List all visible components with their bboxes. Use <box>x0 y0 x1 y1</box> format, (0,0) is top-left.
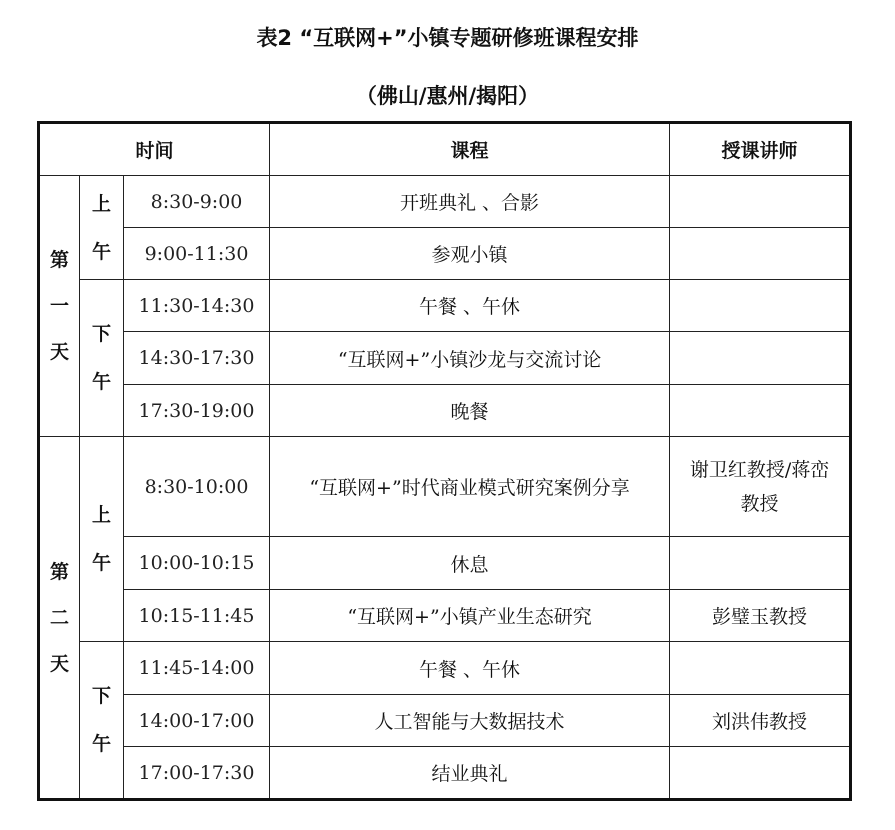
time-cell: 11:45-14:00 <box>124 642 270 695</box>
time-cell: 14:00-17:00 <box>124 695 270 747</box>
morning-label: 上 午 <box>80 176 124 280</box>
document-title: 表2 “互联网+”小镇专题研修班课程安排 <box>256 26 639 50</box>
header-course: 课程 <box>270 123 670 176</box>
table-row <box>39 642 851 695</box>
course-cell: “互联网+”时代商业模式研究案例分享 <box>270 437 670 537</box>
time-cell: 11:30-14:30 <box>124 280 270 332</box>
table-row <box>39 590 851 642</box>
time-cell: 10:00-10:15 <box>124 537 270 590</box>
time-cell: 17:00-17:30 <box>124 747 270 800</box>
course-cell: 午餐 、午休 <box>270 642 670 695</box>
table-row <box>39 332 851 385</box>
schedule-table <box>37 121 852 801</box>
course-cell: 开班典礼 、合影 <box>270 176 670 228</box>
time-cell: 14:30-17:30 <box>124 332 270 385</box>
course-cell: 休息 <box>270 537 670 590</box>
time-cell: 9:00-11:30 <box>124 228 270 280</box>
table-row <box>39 695 851 747</box>
time-cell: 17:30-19:00 <box>124 385 270 437</box>
teacher-cell <box>670 537 851 590</box>
day-one-label: 第 一 天 <box>39 176 80 437</box>
morning-label: 上 午 <box>80 437 124 642</box>
course-cell: “互联网+”小镇沙龙与交流讨论 <box>270 332 670 385</box>
teacher-cell <box>670 228 851 280</box>
course-cell: “互联网+”小镇产业生态研究 <box>270 590 670 642</box>
teacher-cell: 彭璧玉教授 <box>670 590 851 642</box>
teacher-cell: 谢卫红教授/蒋峦 教授 <box>670 437 851 537</box>
table-row <box>39 385 851 437</box>
table-row <box>39 437 851 537</box>
teacher-cell <box>670 747 851 800</box>
header-teacher: 授课讲师 <box>670 123 851 176</box>
course-cell: 人工智能与大数据技术 <box>270 695 670 747</box>
table-header-row <box>39 123 851 176</box>
course-cell: 结业典礼 <box>270 747 670 800</box>
afternoon-label: 下 午 <box>80 280 124 437</box>
teacher-cell <box>670 280 851 332</box>
table-row <box>39 537 851 590</box>
course-cell: 午餐 、午休 <box>270 280 670 332</box>
course-cell: 参观小镇 <box>270 228 670 280</box>
header-time: 时间 <box>39 123 270 176</box>
document-subtitle: （佛山/惠州/揭阳） <box>355 84 540 108</box>
table-row <box>39 747 851 800</box>
afternoon-label: 下 午 <box>80 642 124 800</box>
time-cell: 8:30-9:00 <box>124 176 270 228</box>
teacher-cell <box>670 385 851 437</box>
time-cell: 10:15-11:45 <box>124 590 270 642</box>
teacher-cell <box>670 332 851 385</box>
table-row <box>39 228 851 280</box>
teacher-cell: 刘洪伟教授 <box>670 695 851 747</box>
table-row <box>39 280 851 332</box>
time-cell: 8:30-10:00 <box>124 437 270 537</box>
day-two-label: 第 二 天 <box>39 437 80 800</box>
teacher-cell <box>670 176 851 228</box>
teacher-cell <box>670 642 851 695</box>
table-row <box>39 176 851 228</box>
course-cell: 晚餐 <box>270 385 670 437</box>
